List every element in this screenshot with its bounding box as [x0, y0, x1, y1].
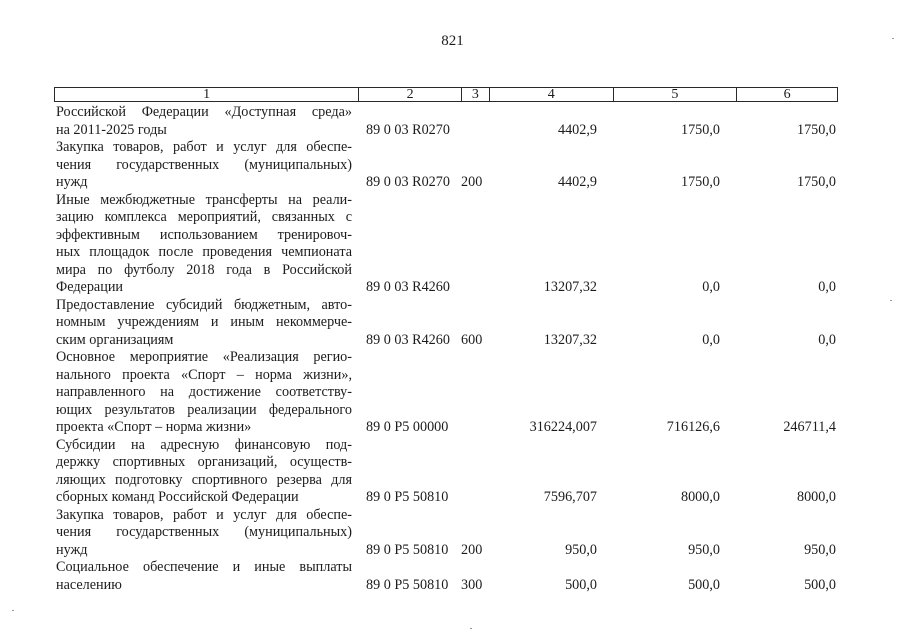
header-col-6: 6 [783, 87, 791, 102]
row-name-line: Социальное обеспечение и иные выплаты [56, 559, 352, 575]
type-cell: 300 [461, 576, 483, 593]
header-col-5: 5 [614, 88, 738, 101]
row-name-line: эффективным использованием тренировоч- [56, 226, 352, 243]
value-col-4: 316224,007 [529, 419, 597, 435]
row-name-line: ных площадок после проведения чемпионата [56, 244, 352, 260]
type-cell: 600 [461, 331, 483, 348]
value-col-5: 1750,0 [680, 174, 720, 190]
row-name-line: Российской Федерации «Доступная среда» [56, 104, 352, 120]
row-name-line: на 2011-2025 годы [56, 121, 167, 138]
table-row [56, 139, 838, 192]
value-col-5: 8000,0 [680, 489, 720, 505]
value-col-5: 716126,6 [666, 419, 720, 435]
header-col-3: 3 [462, 88, 490, 101]
table-row [56, 437, 838, 507]
value-col-6: 0,0 [818, 331, 836, 348]
row-name-line: зацию комплекса мероприятий, связанных с [56, 209, 352, 225]
value-col-6: 0,0 [818, 279, 836, 295]
row-name-line: Федерации [56, 279, 124, 295]
value-col-4: 4402,9 [557, 174, 597, 190]
code-cell: 89 0 P5 00000 [366, 419, 449, 435]
header-col-1: 1 [55, 88, 359, 101]
page-number: 821 [441, 33, 464, 49]
table-row [56, 507, 838, 560]
value-col-6: 246711,4 [783, 419, 836, 435]
row-name [56, 349, 352, 437]
value-col-4: 13207,32 [543, 279, 597, 295]
code-cell: 89 0 03 R0270 [366, 121, 450, 138]
code-cell: 89 0 P5 50810 [366, 576, 449, 593]
value-col-5: 950,0 [688, 541, 720, 558]
table-row [56, 104, 838, 139]
type-cell: 200 [461, 541, 483, 558]
code-cell: 89 0 03 R4260 [366, 279, 450, 295]
value-col-6: 8000,0 [796, 489, 836, 505]
value-col-4: 4402,9 [557, 121, 597, 138]
row-name-line: ющих результатов реализации федерального [56, 401, 352, 418]
row-name-line: Закупка товаров, работ и услуг для обеспе- [56, 139, 352, 155]
row-name-line: направленного на достижение соответству- [56, 384, 352, 400]
value-col-6: 1750,0 [796, 121, 836, 138]
row-name-line: мира по футболу 2018 года в Российской [56, 261, 352, 278]
row-name-line: сборных команд Российской Федерации [56, 489, 299, 505]
value-col-4: 7596,707 [543, 489, 597, 505]
value-col-6: 500,0 [804, 576, 836, 593]
row-name-line: Субсидии на адресную финансовую под- [56, 436, 352, 453]
value-col-4: 950,0 [565, 541, 597, 558]
header-col-2: 2 [359, 88, 462, 101]
value-col-6: 1750,0 [796, 174, 836, 190]
row-name [56, 192, 352, 297]
row-name-line: нужд [56, 174, 88, 190]
budget-table-body [56, 104, 838, 594]
code-cell: 89 0 03 R4260 [366, 331, 450, 348]
table-row [56, 559, 838, 594]
row-name [56, 104, 352, 139]
row-name-line: чения государственных (муниципальных) [56, 156, 352, 173]
row-name-line: нального проекта «Спорт – норма жизни», [56, 366, 352, 383]
row-name-line: нужд [56, 541, 88, 558]
row-name [56, 507, 352, 560]
row-name-line: номным учреждениям и иным некоммерче- [56, 314, 352, 330]
row-name-line: чения государственных (муниципальных) [56, 524, 352, 540]
value-col-4: 500,0 [565, 576, 597, 593]
code-cell: 89 0 P5 50810 [366, 541, 449, 558]
row-name [56, 139, 352, 192]
value-col-5: 0,0 [702, 331, 720, 348]
value-col-5: 1750,0 [680, 121, 720, 138]
value-col-4: 13207,32 [543, 331, 597, 348]
code-cell: 89 0 03 R0270 [366, 174, 450, 190]
row-name-line: держку спортивных организаций, осуществ- [56, 454, 352, 470]
table-row [56, 192, 838, 297]
table-row [56, 349, 838, 437]
row-name-line: Предоставление субсидий бюджетным, авто- [56, 296, 352, 313]
row-name-line: ским организациям [56, 331, 174, 348]
row-name [56, 297, 352, 350]
header-col-4: 4 [490, 88, 614, 101]
row-name-line: населению [56, 576, 122, 593]
row-name-line: ляющих подготовку спортивного резерва для [56, 471, 352, 488]
type-cell: 200 [461, 174, 483, 190]
row-name-line: Основное мероприятие «Реализация регио- [56, 349, 352, 365]
table-row [56, 297, 838, 350]
row-name-line: Иные межбюджетные трансферты на реали- [56, 191, 352, 208]
row-name [56, 559, 352, 594]
value-col-5: 0,0 [702, 279, 720, 295]
code-cell: 89 0 P5 50810 [366, 489, 449, 505]
value-col-5: 500,0 [688, 576, 720, 593]
row-name [56, 437, 352, 507]
row-name-line: проекта «Спорт – норма жизни» [56, 419, 252, 435]
value-col-6: 950,0 [804, 541, 836, 558]
table-header [54, 87, 838, 102]
row-name-line: Закупка товаров, работ и услуг для обеспе- [56, 506, 352, 523]
